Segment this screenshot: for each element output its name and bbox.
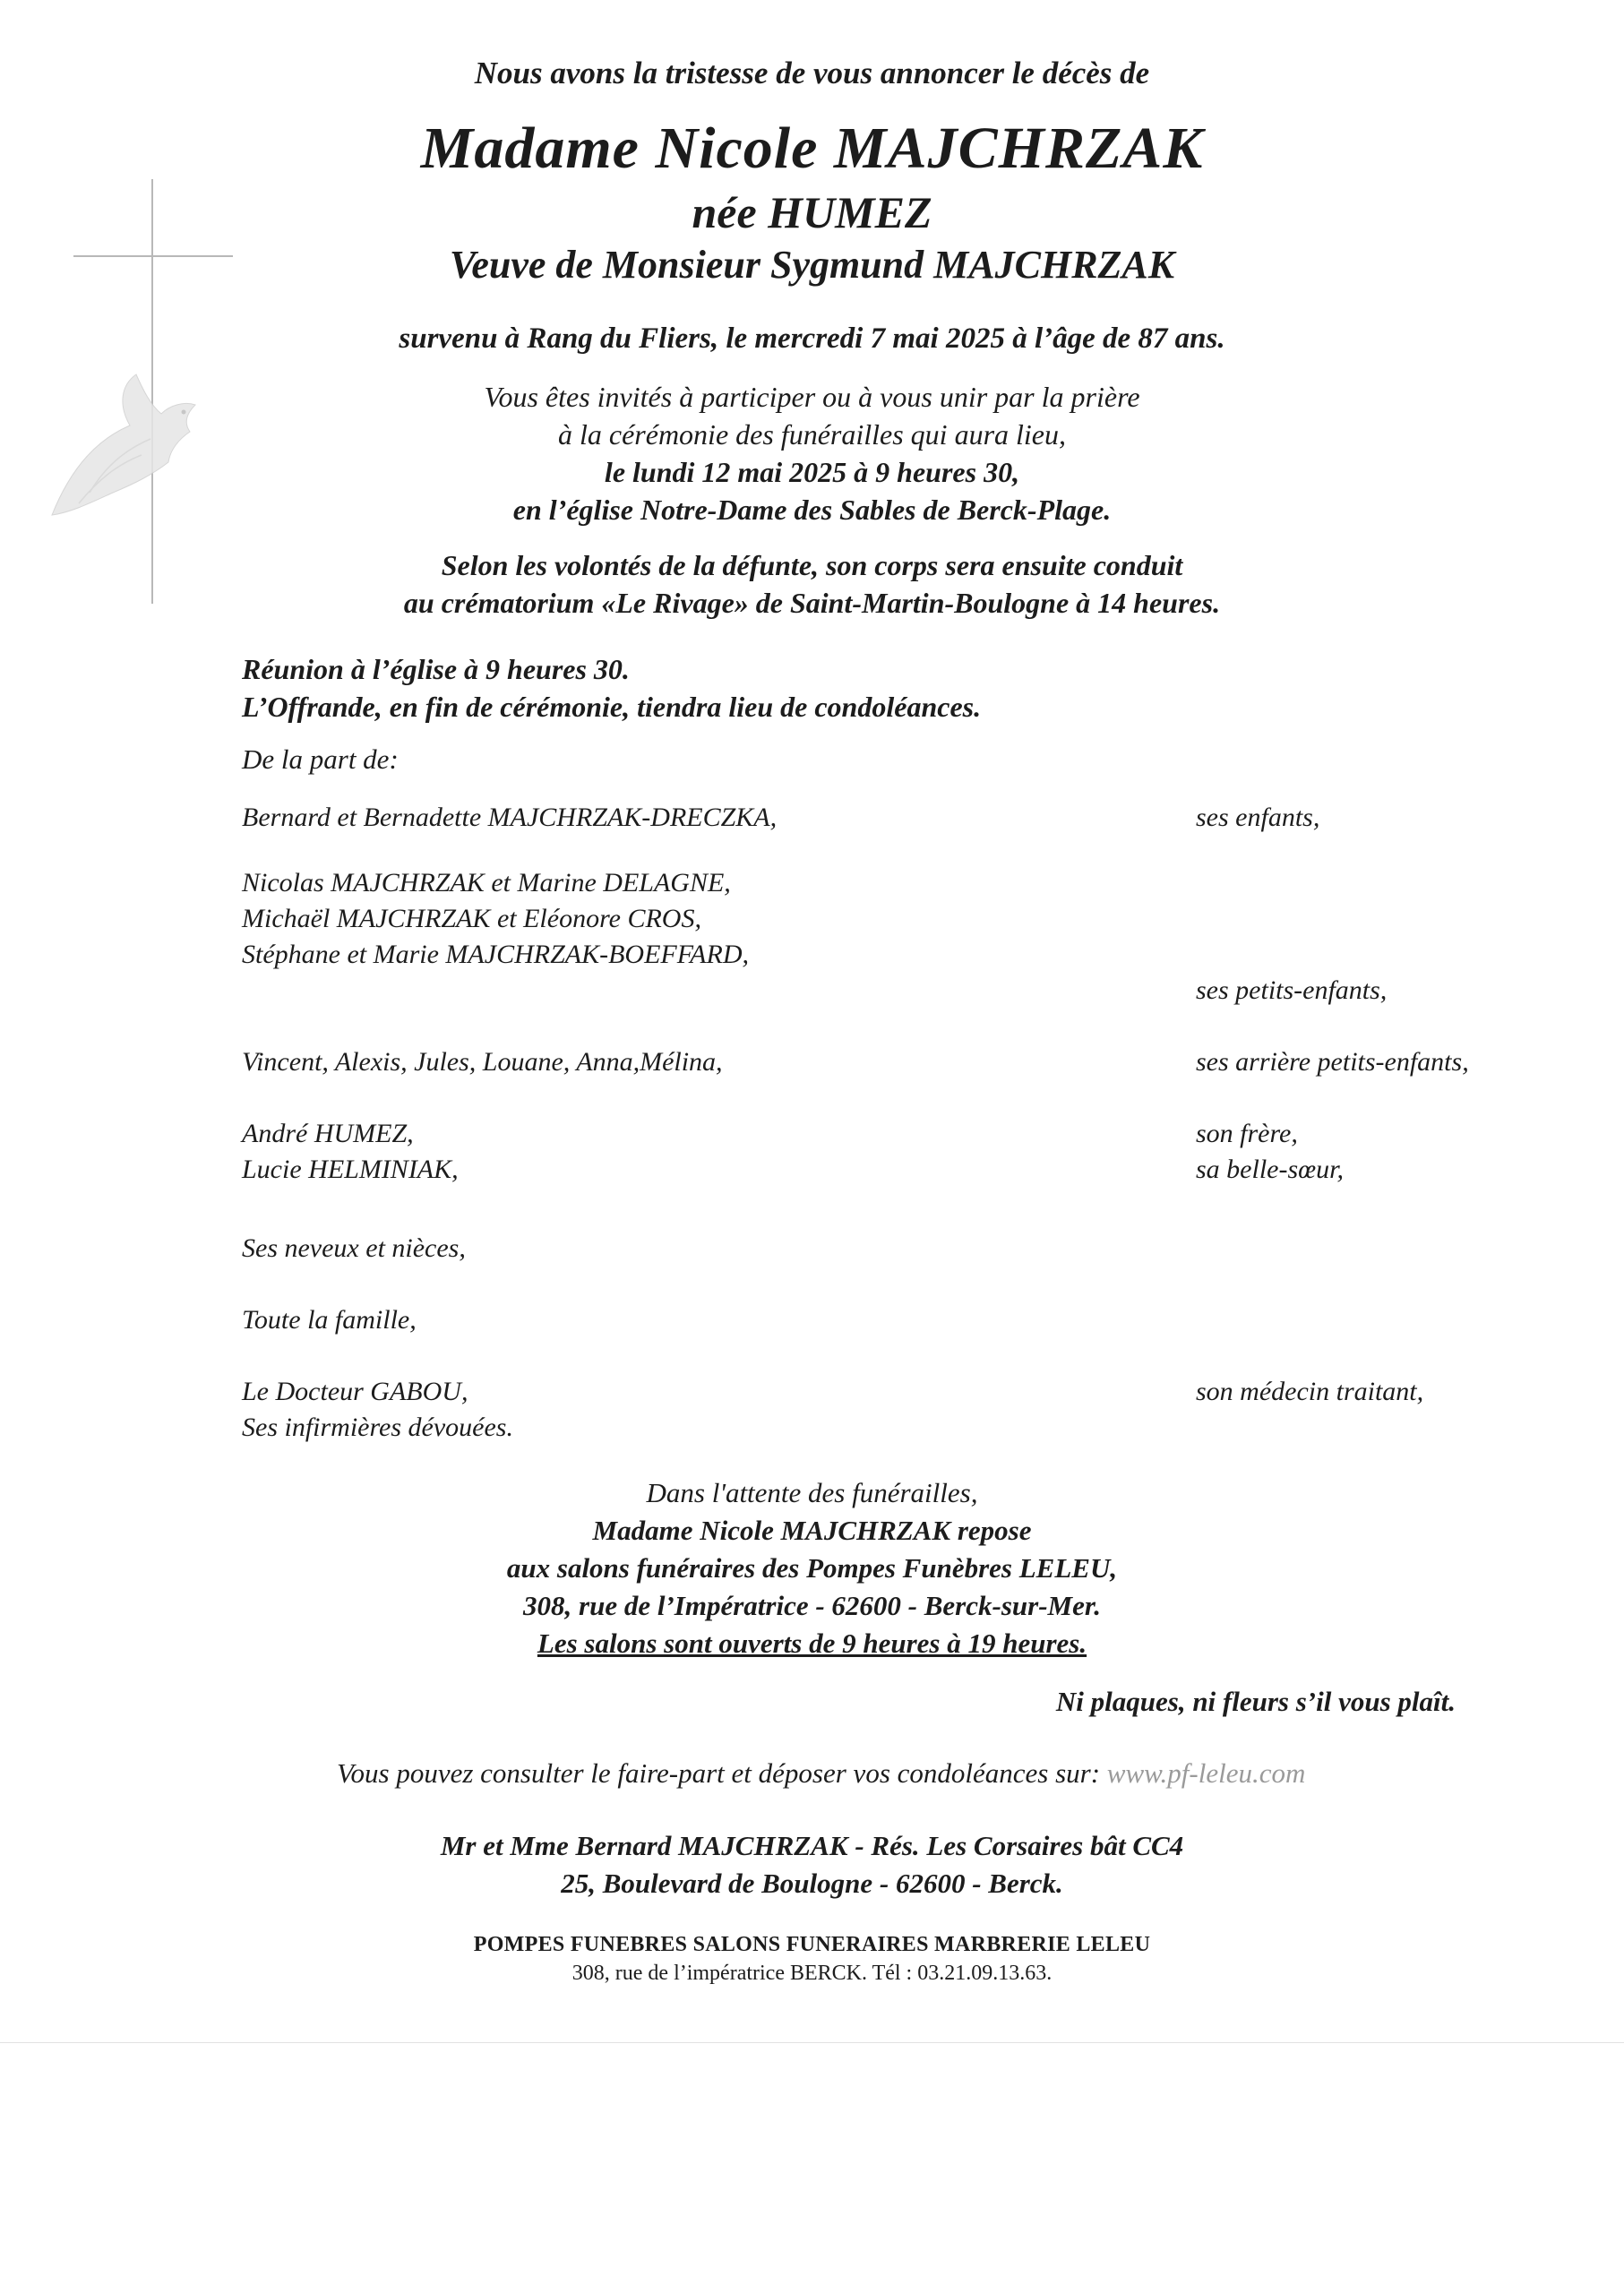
family-names [242, 1302, 417, 1338]
condolences-note [337, 1757, 1305, 1790]
ceremony-place: en l’église Notre-Dame des Sables de Berck-Plage. [512, 494, 1112, 526]
family-names [242, 1374, 513, 1446]
death-details: survenu à Rang du Fliers, le mercredi 7 mai 2025 à l’âge de 87 ans. [399, 322, 1225, 355]
maiden-name: née HUMEZ [692, 187, 932, 237]
relation-label: ses arrière petits-enfants, [1196, 1047, 1469, 1077]
contact-line: 25, Boulevard de Boulogne - 62600 - Berck. [561, 1868, 1063, 1899]
ceremony-date: le lundi 12 mai 2025 à 9 heures 30, [604, 456, 1020, 488]
widow-of: Veuve de Monsieur Sygmund MAJCHRZAK [449, 243, 1175, 287]
family-names [242, 1231, 466, 1267]
family-name: Ses infirmières dévouées. [242, 1413, 513, 1442]
cremation-line: au crématorium «Le Rivage» de Saint-Martin-Boulogne à 14 heures. [403, 587, 1221, 619]
company-address: 308, rue de l’impératrice BERCK. Tél : 03.21.09.13.63. [571, 1962, 1053, 1985]
no-flowers-note: Ni plaques, ni fleurs s’il vous plaît. [1055, 1686, 1456, 1717]
family-name: Nicolas MAJCHRZAK et Marine DELAGNE, [242, 868, 731, 897]
family-name: André HUMEZ, [242, 1119, 414, 1148]
family-relation [1196, 800, 1319, 836]
ceremony-invite [0, 378, 1624, 528]
family-name: Stéphane et Marie MAJCHRZAK-BOEFFARD, [242, 940, 749, 969]
family-relation [1196, 1374, 1423, 1410]
website-link[interactable]: www.pf-leleu.com [1106, 1757, 1306, 1789]
cremation-line: Selon les volontés de la défunte, son corps sera ensuite conduit [441, 549, 1183, 581]
repose-intro: Dans l'attente des funérailles, [646, 1477, 978, 1508]
deceased-name: Madame Nicole MAJCHRZAK [420, 116, 1204, 181]
repose-line: 308, rue de l’Impératrice - 62600 - Berck-sur-Mer. [523, 1590, 1101, 1621]
family-names [242, 1044, 723, 1080]
family-name: Michaël MAJCHRZAK et Eléonore CROS, [242, 904, 701, 933]
family-relation [1196, 1116, 1344, 1188]
cremation-note [0, 546, 1624, 622]
repose-info [0, 1474, 1624, 1662]
family-name: Bernard et Bernadette MAJCHRZAK-DRECZKA, [242, 803, 778, 832]
relation-label: sa belle-sœur, [1196, 1155, 1344, 1184]
family-names [242, 1116, 459, 1188]
offrande-line: L’Offrande, en fin de cérémonie, tiendra lieu de condoléances. [242, 691, 982, 723]
salon-hours: Les salons sont ouverts de 9 heures à 19 heures. [537, 1627, 1087, 1659]
condolences-text: Vous pouvez consulter le faire-part et déposer vos condoléances sur: [337, 1757, 1101, 1789]
announce-line: Nous avons la tristesse de vous annoncer le décès de [474, 56, 1150, 90]
invite-line: à la cérémonie des funérailles qui aura lieu, [557, 418, 1066, 451]
relation-label: ses enfants, [1196, 803, 1320, 832]
reunion-line: Réunion à l’église à 9 heures 30. [242, 653, 630, 685]
repose-line: aux salons funéraires des Pompes Funèbres LELEU, [506, 1552, 1118, 1584]
family-name: Ses neveux et nièces, [242, 1233, 466, 1263]
reunion-note [242, 650, 981, 726]
family-relation [1196, 1044, 1469, 1080]
from-label: De la part de: [242, 743, 399, 775]
relation-label: ses petits-enfants, [1196, 975, 1388, 1005]
family-name: Toute la famille, [242, 1305, 417, 1335]
family-names [242, 865, 749, 973]
relation-label: son médecin traitant, [1196, 1377, 1424, 1406]
family-name: Le Docteur GABOU, [242, 1377, 468, 1406]
family-contact [0, 1827, 1624, 1902]
relation-label: son frère, [1196, 1119, 1298, 1148]
page-divider [0, 2042, 1624, 2043]
contact-line: Mr et Mme Bernard MAJCHRZAK - Rés. Les Corsaires bât CC4 [440, 1830, 1184, 1861]
family-name: Vincent, Alexis, Jules, Louane, Anna,Mélina, [242, 1047, 723, 1077]
company-name: POMPES FUNEBRES SALONS FUNERAIRES MARBRERIE LELEU [473, 1933, 1151, 1956]
family-name: Lucie HELMINIAK, [242, 1155, 459, 1184]
family-relation [1196, 973, 1387, 1009]
repose-line: Madame Nicole MAJCHRZAK repose [592, 1515, 1032, 1546]
family-names [242, 800, 777, 836]
invite-line: Vous êtes invités à participer ou à vous unir par la prière [484, 381, 1140, 413]
